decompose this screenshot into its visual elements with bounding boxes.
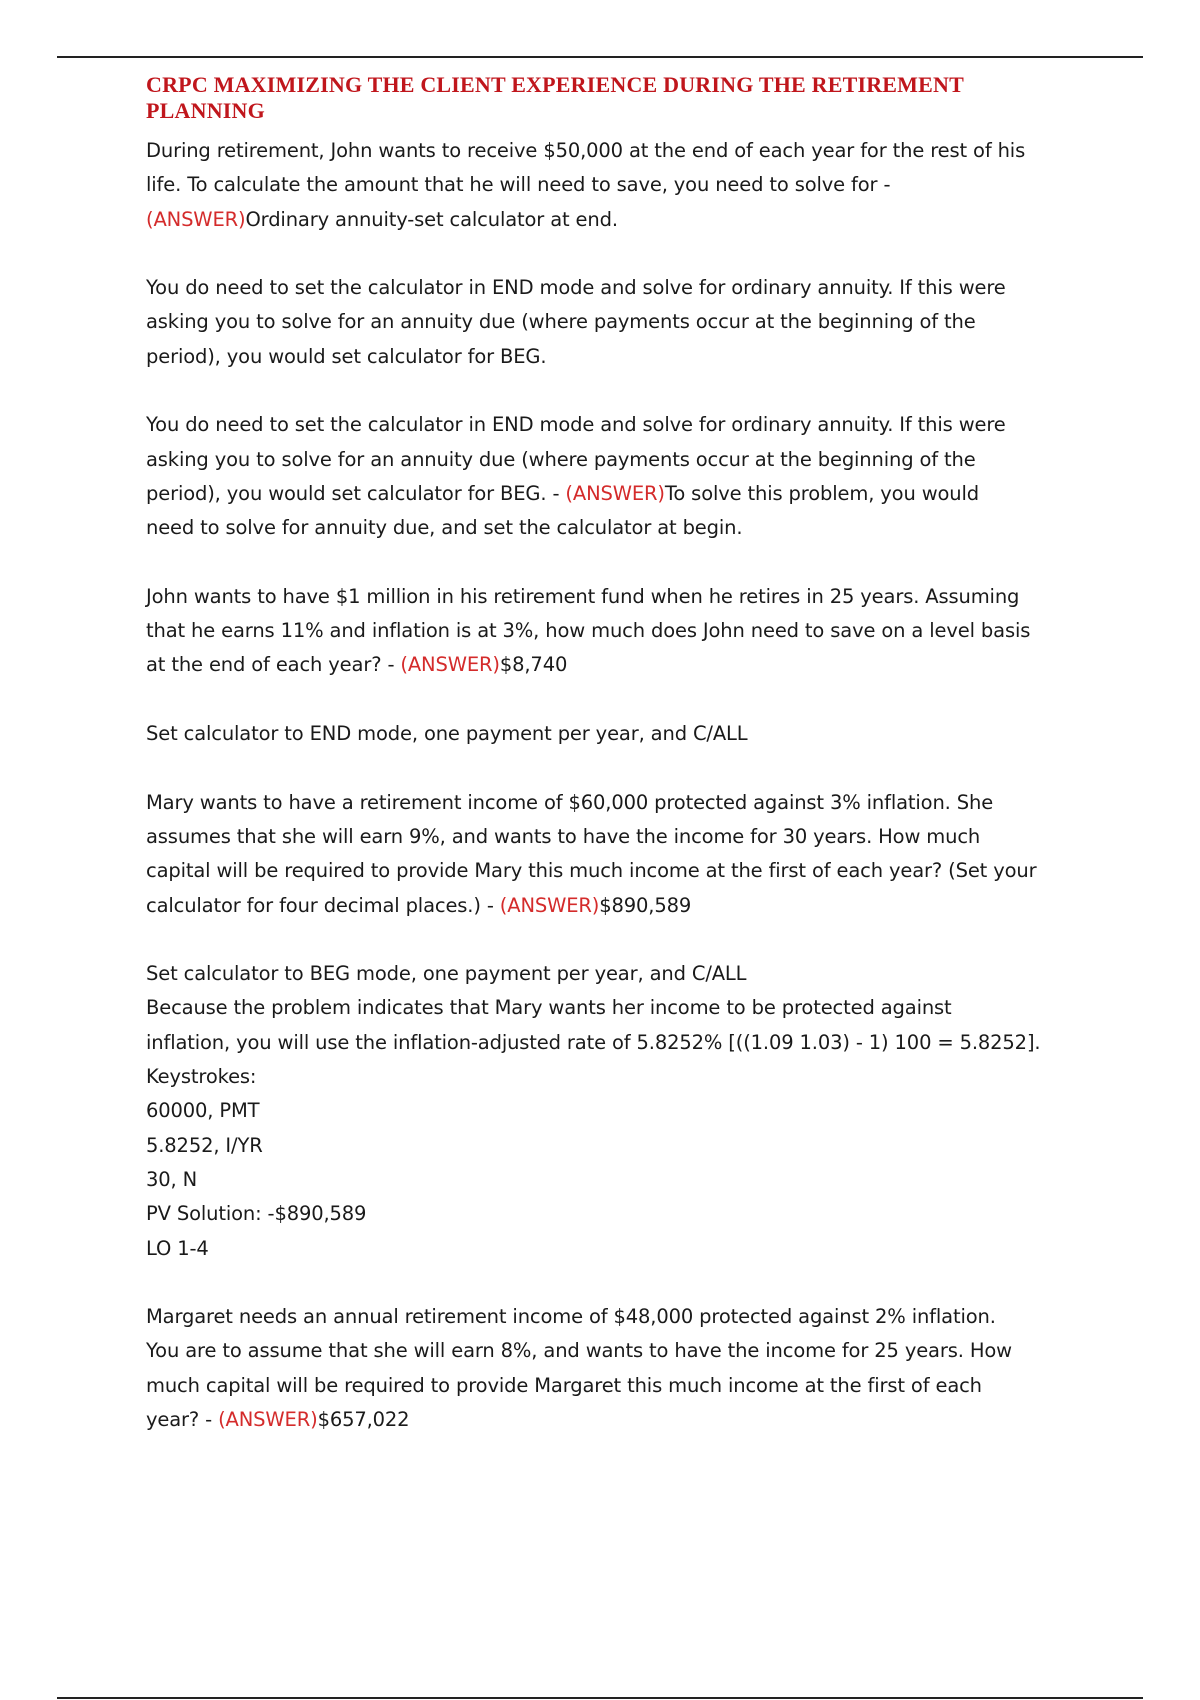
document-body <box>146 72 1091 1472</box>
paragraph-line: asking you to solve for an annuity due (where payments occur at the beginning of the <box>146 447 976 471</box>
paragraph-6 <box>146 786 1091 923</box>
answer-line <box>146 477 1091 511</box>
paragraph-line: 5.8252, I/YR <box>146 1133 263 1157</box>
top-rule <box>57 56 1143 58</box>
paragraph-2 <box>146 271 1091 374</box>
paragraph-4 <box>146 580 1091 683</box>
paragraph-line: much capital will be required to provide Margaret this much income at the first of each <box>146 1373 982 1397</box>
answer-prefix: year? - <box>146 1407 219 1431</box>
paragraph-line: asking you to solve for an annuity due (where payments occur at the beginning of the <box>146 310 976 334</box>
paragraph-8 <box>146 1300 1091 1437</box>
answer-text: Ordinary annuity-set calculator at end. <box>245 207 618 231</box>
paragraph-line: assumes that she will earn 9%, and wants to have the income for 30 years. How much <box>146 824 981 848</box>
answer-text: $8,740 <box>499 653 568 677</box>
answer-prefix: period), you would set calculator for BEG. - <box>146 481 566 505</box>
paragraph-line: You are to assume that she will earn 8%, and wants to have the income for 25 years. How <box>146 1339 1012 1363</box>
paragraph-line: period), you would set calculator for BEG. <box>146 344 547 368</box>
paragraph-line: 30, N <box>146 1167 198 1191</box>
answer-prefix: calculator for four decimal places.) - <box>146 893 500 917</box>
paragraph-line: Keystrokes: <box>146 1065 257 1089</box>
answer-tag: (ANSWER) <box>400 653 500 677</box>
answer-line <box>146 203 1091 237</box>
paragraph-line: John wants to have $1 million in his retirement fund when he retires in 25 years. Assuming <box>146 584 1020 608</box>
paragraph-5 <box>146 717 1091 751</box>
paragraph-1 <box>146 134 1091 237</box>
question-list <box>146 134 1091 1437</box>
document-title <box>146 72 1091 124</box>
answer-tag: (ANSWER) <box>565 481 665 505</box>
paragraph-line: that he earns 11% and inflation is at 3%, how much does John need to save on a level basis <box>146 619 1031 643</box>
paragraph-line: Mary wants to have a retirement income of $60,000 protected against 3% inflation. She <box>146 790 994 814</box>
answer-text: To solve this problem, you would <box>664 481 979 505</box>
paragraph-line: Because the problem indicates that Mary wants her income to be protected against <box>146 996 952 1020</box>
answer-text: $890,589 <box>599 893 692 917</box>
paragraph-line: Margaret needs an annual retirement income of $48,000 protected against 2% inflation. <box>146 1305 996 1329</box>
document-title-line-1: CRPC MAXIMIZING THE CLIENT EXPERIENCE DURING THE RETIREMENT <box>146 72 964 97</box>
paragraph-line: Set calculator to BEG mode, one payment per year, and C/ALL <box>146 962 747 986</box>
answer-tag: (ANSWER) <box>218 1407 318 1431</box>
answer-text: $657,022 <box>317 1407 410 1431</box>
answer-tag: (ANSWER) <box>499 893 600 917</box>
paragraph-line: inflation, you will use the inflation-adjusted rate of 5.8252% [((1.09 1.03) - 1) 100 = 5.8252]. <box>146 1030 1041 1054</box>
paragraph-7 <box>146 957 1091 1266</box>
bottom-rule <box>57 1697 1143 1699</box>
paragraph-line: You do need to set the calculator in END mode and solve for ordinary annuity. If this were <box>146 413 1006 437</box>
document-title-line-2: PLANNING <box>146 98 265 123</box>
paragraph-line: Set calculator to END mode, one payment per year, and C/ALL <box>146 722 748 746</box>
answer-line <box>146 889 1091 923</box>
answer-line <box>146 1403 1091 1437</box>
answer-continuation-line: need to solve for annuity due, and set the calculator at begin. <box>146 516 743 540</box>
paragraph-line: You do need to set the calculator in END mode and solve for ordinary annuity. If this were <box>146 276 1006 300</box>
paragraph-line: PV Solution: -$890,589 <box>146 1202 367 1226</box>
paragraph-line: 60000, PMT <box>146 1099 260 1123</box>
answer-prefix: at the end of each year? - <box>146 653 401 677</box>
paragraph-line: life. To calculate the amount that he will need to save, you need to solve for - <box>146 173 891 197</box>
paragraph-3 <box>146 408 1091 545</box>
answer-line <box>146 648 1091 682</box>
paragraph-line: capital will be required to provide Mary this much income at the first of each year? (Set your <box>146 859 1037 883</box>
answer-tag: (ANSWER) <box>146 207 246 231</box>
paragraph-line: During retirement, John wants to receive $50,000 at the end of each year for the rest of his <box>146 139 1026 162</box>
paragraph-line: LO 1-4 <box>146 1236 209 1260</box>
